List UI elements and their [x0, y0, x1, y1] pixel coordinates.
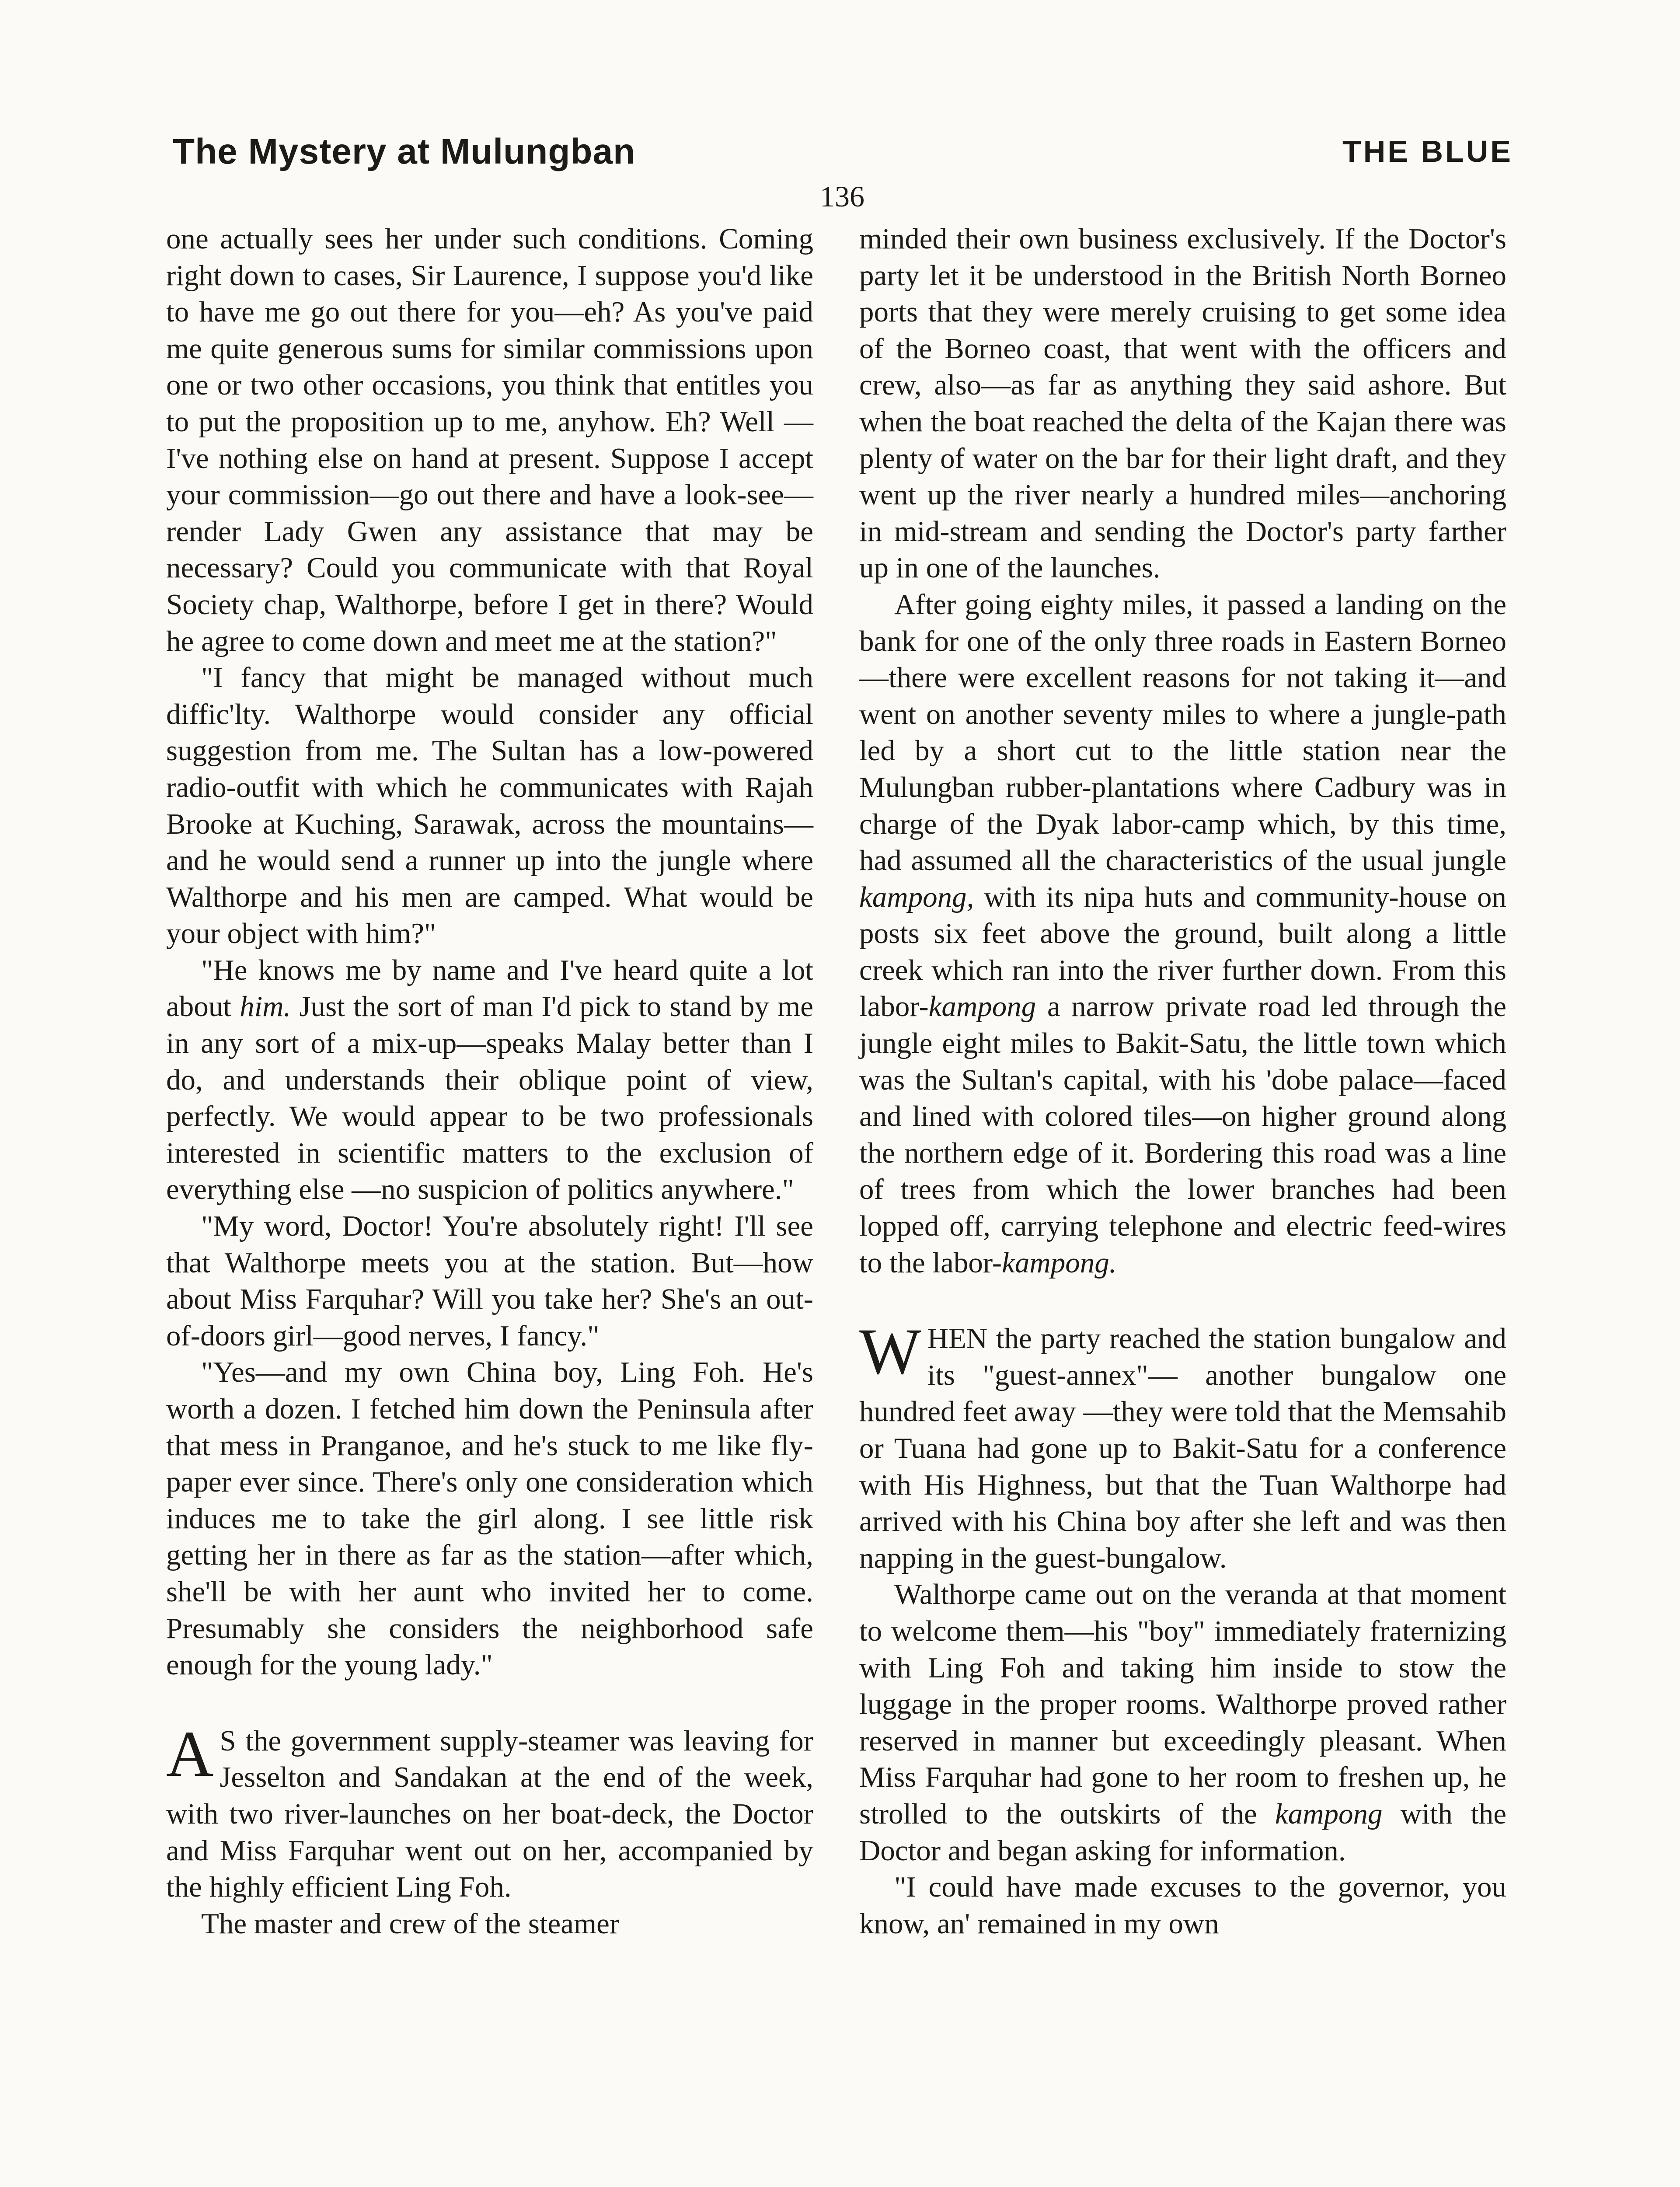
left-column [166, 221, 813, 1942]
text-run: with its nipa huts and community-house on posts six feet above the ground, built along a little creek which ran into the river further down. From this labor- [859, 880, 1506, 1023]
paragraph [859, 587, 1506, 1281]
paragraph: minded their own business exclusively. If the Doctor's party let it be understood in the British North Borneo ports that they were merely cruising to get some idea of the Borneo coast, that went with the officers and crew, also—as far as anything they said ashore. But when the boat reached the delta of the Kajan there was plenty of water on the bar for their light draft, and they went up the river nearly a hundred miles—anchoring in mid-stream and sending the Doctor's party farther up in one of the launches. [859, 223, 1506, 584]
magazine-name: THE BLUE [1342, 134, 1513, 168]
emphasis: kampong, [859, 880, 974, 913]
paragraph: "Yes—and my own China boy, Ling Foh. He's worth a dozen. I fetched him down the Peninsula after that mess in Pranganoe, and he's stuck to me like fly-paper ever since. There's only one consideration which induces me to take the girl along. I see little risk getting her in there as far as the station—after which, she'll be with her aunt who invited her to come. Presumably she considers the neighborhood safe enough for the young lady." [166, 1356, 813, 1681]
text-run: Walthorpe came out on the veranda at that moment to welcome them—his "boy" immediately fraternizing with Ling Foh and taking him inside to stow the luggage in the proper rooms. Walthorpe proved rather reserved in manner but exceedingly pleasant. When Miss Farquhar had gone to her room to freshen up, he strolled to the outskirts of the [859, 1578, 1506, 1830]
text-run: "He knows me by name and I've heard quite a lot about [166, 954, 813, 1023]
emphasis: kampong [928, 990, 1036, 1023]
paragraph: "My word, Doctor! You're absolutely right! I'll see that Walthorpe meets you at the station. But—how about Miss Farquhar? Will you take her? She's an out-of-doors girl—good nerves, I fancy." [166, 1210, 813, 1352]
paragraph [859, 1576, 1506, 1869]
drop-cap: W [859, 1315, 921, 1388]
page-number: 136 [820, 180, 864, 213]
paragraph: one actually sees her under such conditions. Coming right down to cases, Sir Laurence, I suppose you'd like to have me go out there for you—eh? As you've paid me quite generous sums for similar commissions upon one or two other occasions, you think that entitles you to put the proposition up to me, anyhow. Eh? Well —I've nothing else on hand at present. Suppose I accept your commission—go out there and have a look-see—render Lady Gwen any assistance that may be necessary? Could you communicate with that Royal Society chap, Walthorpe, before I get in there? Would he agree to come down and meet me at the station?" [166, 223, 813, 657]
text-run: After going eighty miles, it passed a landing on the bank for one of the only three roads in Eastern Borneo—there were excellent reasons for not taking it—and went on another seventy miles to where a jungle-path led by a short cut to the little station near the Mulungban rubber-plantations where Cadbury was in charge of the Dyak labor-camp which, by this time, had assumed all the characteristics of the usual jungle [859, 588, 1506, 877]
drop-cap: A [166, 1717, 214, 1790]
emphasis: kampong [1275, 1797, 1383, 1830]
paragraph: The master and crew of the steamer [201, 1907, 620, 1940]
emphasis: him. [240, 990, 291, 1023]
text-run: S the government supply-steamer was leaving for Jesselton and Sandakan at the end of the week, with two river-launches on her boat-deck, the Doctor and Miss Farquhar went out on her, accompanied by the highly efficient Ling Foh. [166, 1724, 813, 1904]
text-run: with the Doctor and began asking for information. [859, 1797, 1506, 1867]
text-run: HEN the party reached the station bungalow and its "guest-annex"— another bungalow one hundred feet away —they were told that the Memsahib or Tuana had gone up to Bakit-Satu for a conference with His Highness, but that the Tuan Walthorpe had arrived with his China boy after she left and was then napping in the guest-bungalow. [859, 1322, 1506, 1574]
section-paragraph [166, 1717, 813, 1906]
paragraph: "I fancy that might be managed without much diffic'lty. Walthorpe would consider any official suggestion from me. The Sultan has a low-powered radio-outfit with which he communicates with Rajah Brooke at Kuching, Sarawak, across the mountains—and he would send a runner up into the jungle where Walthorpe and his men are camped. What would be your object with him?" [166, 661, 813, 950]
paragraph [166, 952, 813, 1208]
text-run: a narrow private road led through the jungle eight miles to Bakit-Satu, the little town which was the Sultan's capital, with his 'dobe palace—faced and lined with colored tiles—on higher ground along the northern edge of it. Bordering this road was a line of trees from which the lower branches had been lopped off, carrying telephone and electric feed-wires to the labor- [859, 990, 1506, 1279]
section-paragraph [859, 1315, 1506, 1576]
paragraph: "I could have made excuses to the governor, you know, an' remained in my own [859, 1871, 1506, 1940]
emphasis: kampong. [1002, 1246, 1117, 1279]
right-column [859, 221, 1506, 1942]
story-title: The Mystery at Mulungban [173, 132, 636, 171]
text-run: Just the sort of man I'd pick to stand by me in any sort of a mix-up—speaks Malay better than I do, and understands their oblique point of view, perfectly. We would appear to be two professionals interested in scientific matters to the exclusion of everything else —no suspicion of politics anywhere." [166, 990, 813, 1206]
